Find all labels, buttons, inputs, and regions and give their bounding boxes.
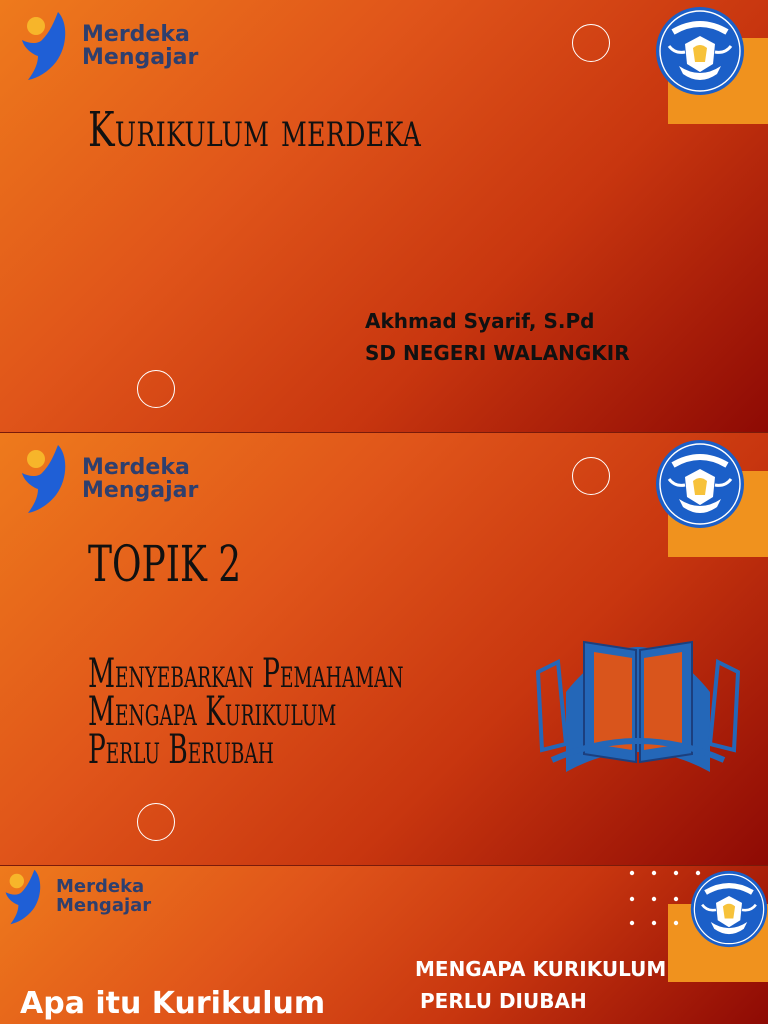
topic-heading: TOPIK 2 bbox=[88, 535, 242, 593]
ring-decoration-icon bbox=[572, 457, 610, 495]
open-book-icon bbox=[536, 622, 740, 782]
question-line-1: MENGAPA KURIKULUM bbox=[415, 957, 667, 981]
subtitle-line: Perlu Berubah bbox=[88, 727, 274, 773]
logo-line-2: Mengajar bbox=[82, 45, 199, 70]
merdeka-mengajar-logo bbox=[20, 443, 198, 515]
author-name: Akhmad Syarif, S.Pd bbox=[365, 309, 595, 333]
logo-line-2: Mengajar bbox=[56, 895, 152, 916]
ring-decoration-icon bbox=[572, 24, 610, 62]
ring-decoration-icon bbox=[137, 803, 175, 841]
logo-line-1: Merdeka bbox=[82, 454, 190, 480]
merdeka-mengajar-logo bbox=[4, 868, 151, 926]
subtitle-line: Menyebarkan Pemahaman bbox=[88, 651, 404, 697]
logo-wordmark bbox=[56, 878, 151, 916]
slide-3-question bbox=[415, 953, 666, 1017]
slide-title: Kurikulum merdeka bbox=[88, 102, 422, 158]
logo-line-1: Merdeka bbox=[82, 21, 190, 47]
slide-1 bbox=[0, 0, 768, 432]
tut-wuri-handayani-emblem-icon bbox=[655, 439, 745, 529]
ring-decoration-icon bbox=[137, 370, 175, 408]
logo-wordmark bbox=[82, 23, 198, 69]
author-school: SD NEGERI WALANGKIR bbox=[365, 341, 630, 365]
merdeka-mengajar-logo-icon bbox=[20, 443, 70, 515]
subtitle-line: Mengapa Kurikulum bbox=[88, 689, 337, 735]
question-line-2: PERLU DIUBAH bbox=[420, 989, 587, 1013]
merdeka-mengajar-logo-icon bbox=[4, 868, 44, 926]
logo-wordmark bbox=[82, 456, 198, 502]
logo-line-2: Mengajar bbox=[82, 478, 199, 503]
merdeka-mengajar-logo bbox=[20, 10, 198, 82]
tut-wuri-handayani-emblem-icon bbox=[655, 6, 745, 96]
merdeka-mengajar-logo-icon bbox=[20, 10, 70, 82]
slide-3-title: Apa itu Kurikulum bbox=[20, 986, 326, 1021]
dot-grid-icon bbox=[628, 869, 708, 929]
topic-subtitle bbox=[88, 651, 404, 773]
logo-line-1: Merdeka bbox=[56, 876, 145, 898]
author-block bbox=[365, 305, 630, 369]
